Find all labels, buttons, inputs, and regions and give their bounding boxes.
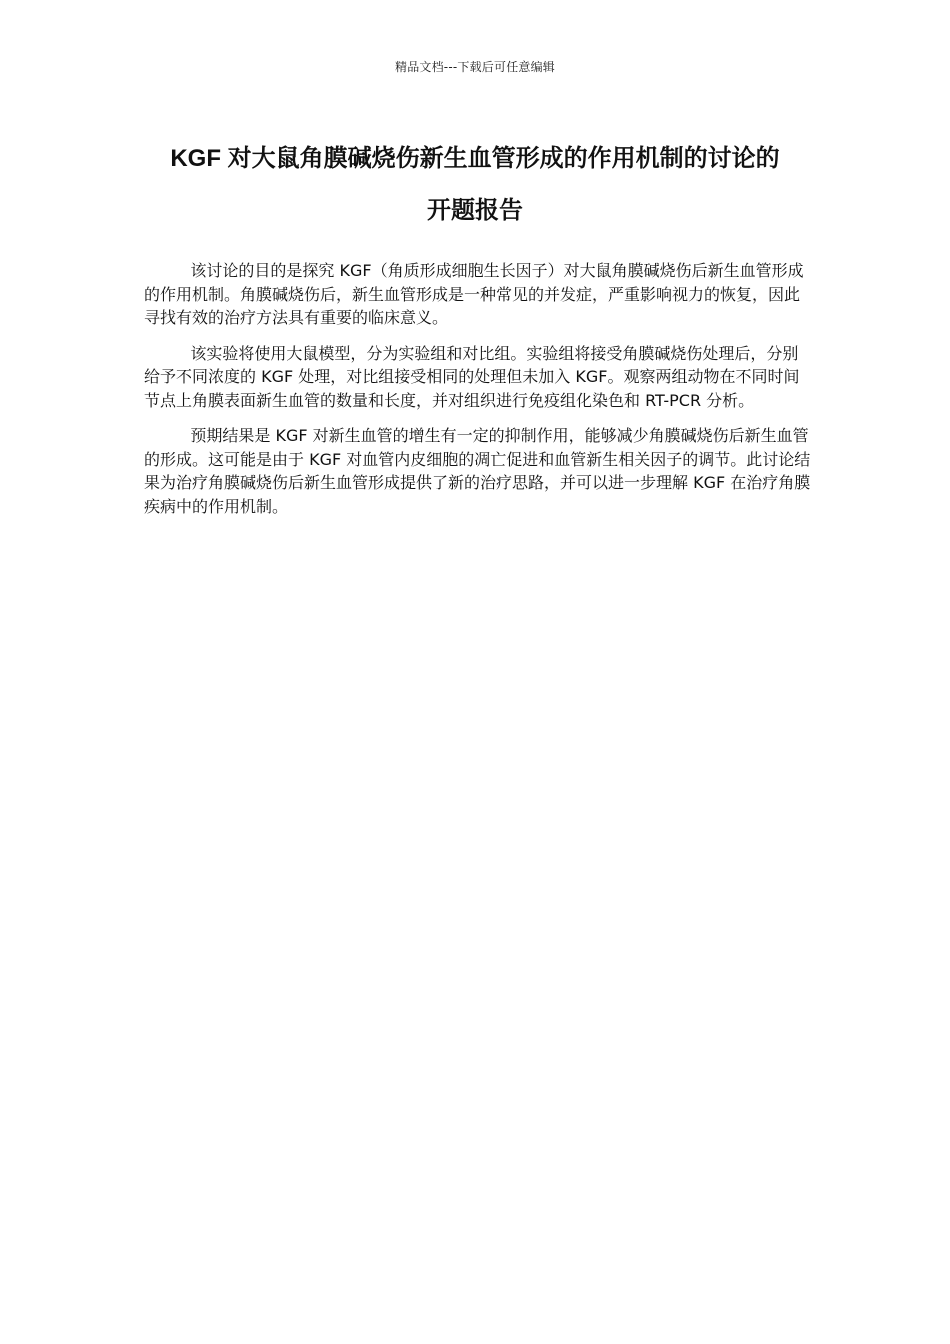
paragraph-method: 该实验将使用大鼠模型，分为实验组和对比组。实验组将接受角膜碱烧伤处理后，分别给予不同浓度的 KGF 处理，对比组接受相同的处理但未加入 KGF。观察两组动物在不同时间节点上角膜表面新生血管的数量和长度，并对组织进行免疫组化染色和 RT-PCR 分析。 [144, 343, 800, 410]
title-line-2: 开题报告 [427, 197, 523, 224]
paragraph-purpose: 该讨论的目的是探究 KGF（角质形成细胞生长因子）对大鼠角膜碱烧伤后新生血管形成的作用机制。角膜碱烧伤后，新生血管形成是一种常见的并发症，严重影响视力的恢复，因此寻找有效的治疗方法具有重要的临床意义。 [144, 261, 804, 327]
document-title [120, 133, 830, 237]
title-line-1: KGF 对大鼠角膜碱烧伤新生血管形成的作用机制的讨论的 [170, 145, 780, 172]
document-body [144, 259, 812, 530]
header-note: 精品文档---下载后可任意编辑 [395, 60, 555, 74]
paragraph-expected-results: 预期结果是 KGF 对新生血管的增生有一定的抑制作用，能够减少角膜碱烧伤后新生血管的形成。这可能是由于 KGF 对血管内皮细胞的凋亡促进和血管新生相关因子的调节。此讨论结果为治疗角膜碱烧伤后新生血管形成提供了新的治疗思路，并可以进一步理解 KGF 在治疗角膜疾病中的作用机制。 [144, 426, 811, 516]
